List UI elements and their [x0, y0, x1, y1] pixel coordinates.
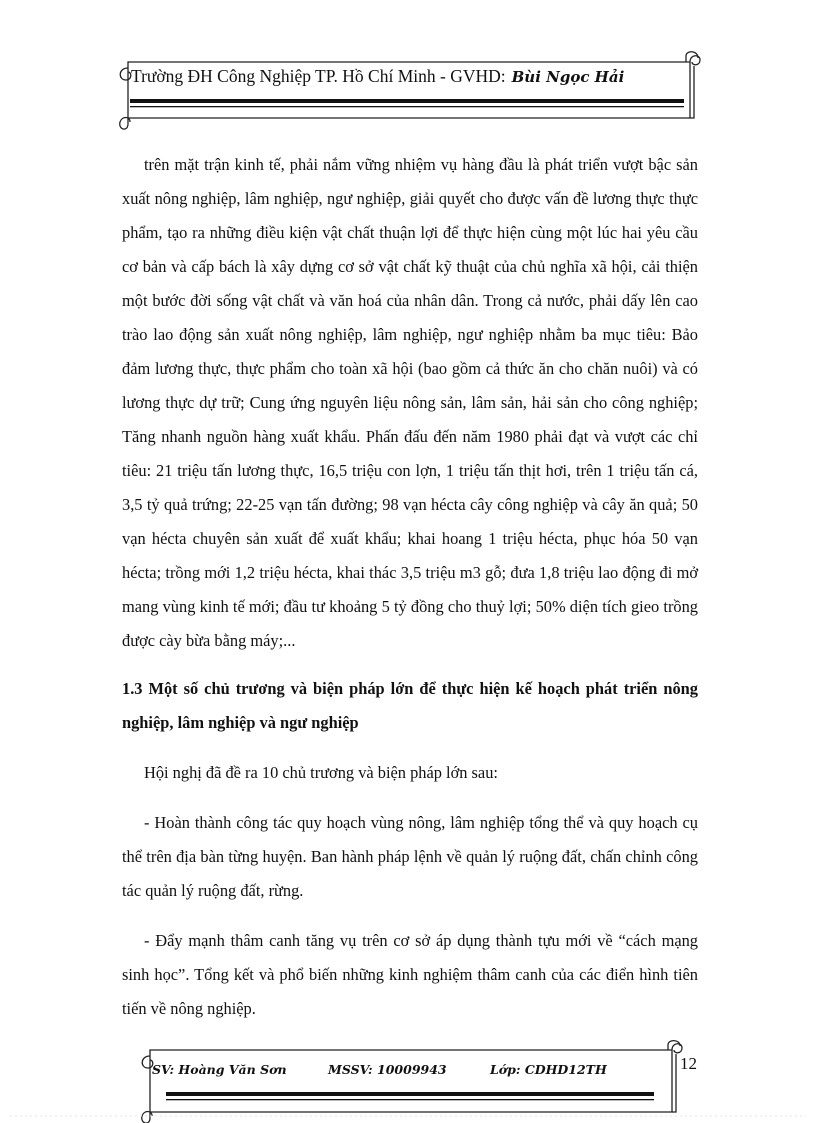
footer-student-id: MSSV: 10009943: [328, 1062, 447, 1077]
header-advisor-signature: Bùi Ngọc Hải: [511, 68, 625, 86]
page-header: [131, 66, 624, 87]
list-item: - Đẩy mạnh thâm canh tăng vụ trên cơ sở áp dụng thành tựu mới về “cách mạng sinh học”. Tổng kết và phổ biến những kinh nghiệm thâm canh của các điển hình tiên tiến về nông nghiệp.: [122, 931, 698, 1018]
body-paragraph: Hội nghị đã đề ra 10 chủ trương và biện pháp lớn sau:: [144, 763, 498, 782]
header-scroll-icon: [120, 52, 700, 129]
footer-scroll-icon: [142, 1041, 682, 1123]
header-rule-icon: [130, 99, 684, 107]
page-number: 12: [680, 1054, 697, 1073]
body-paragraph: trên mặt trận kinh tế, phải nắm vững nhiệm vụ hàng đầu là phát triển vượt bậc sản xuất nông nghiệp, lâm nghiệp, ngư nghiệp, giải quyết cho được vấn đề lương thực thực phẩm, tạo ra những điều kiện vật chất thuận lợi để thực hiện cùng một lúc hai yêu cầu cơ bản và cấp bách là xây dựng cơ sở vật chất kỹ thuật của chủ nghĩa xã hội, cải thiện một bước đời sống vật chất và văn hoá của nhân dân. Trong cả nước, phải dấy lên cao trào lao động sản xuất nông nghiệp, lâm nghiệp, ngư nghiệp nhằm ba mục tiêu: Bảo đảm lương thực, thực phẩm cho toàn xã hội (bao gồm cả thức ăn cho chăn nuôi) và có lương thực dự trữ; Cung ứng nguyên liệu nông sản, lâm sản, hải sản cho công nghiệp; Tăng nhanh nguồn hàng xuất khẩu. Phấn đấu đến năm 1980 phải đạt và vượt các chỉ tiêu: 21 triệu tấn lương thực, 16,5 triệu con lợn, 1 triệu tấn thịt hơi, trên 1 triệu tấn cá, 3,5 tỷ quả trứng; 22-25 vạn tấn đường; 98 vạn hécta cây công nghiệp và cây ăn quả; 50 vạn hécta chuyên sản xuất để xuất khẩu; khai hoang 1 triệu hécta, phục hóa 50 vạn hécta; trồng mới 1,2 triệu hécta, khai thác 3,5 triệu m3 gỗ; đưa 1,8 triệu lao động đi mở mang vùng kinh tế mới; đầu tư khoảng 5 tỷ đồng cho thuỷ lợi; 50% diện tích gieo trồng được cày bừa bằng máy;...: [122, 155, 698, 650]
section-heading: 1.3 Một số chủ trương và biện pháp lớn để thực hiện kế hoạch phát triển nông nghiệp, lâm nghiệp và ngư nghiệp: [122, 679, 698, 732]
footer-rule-icon: [166, 1092, 654, 1100]
footer-student: SV: Hoàng Văn Sơn: [152, 1062, 287, 1077]
footer-class: Lớp: CDHD12TH: [490, 1062, 607, 1077]
document-body: [122, 148, 698, 1026]
list-item: - Hoàn thành công tác quy hoạch vùng nông, lâm nghiệp tổng thể và quy hoạch cụ thể trên địa bàn từng huyện. Ban hành pháp lệnh về quản lý ruộng đất, chấn chỉnh công tác quản lý ruộng đất, rừng.: [122, 813, 698, 900]
header-school: Trường ĐH Công Nghiệp TP. Hồ Chí Minh - GVHD:: [131, 66, 506, 86]
